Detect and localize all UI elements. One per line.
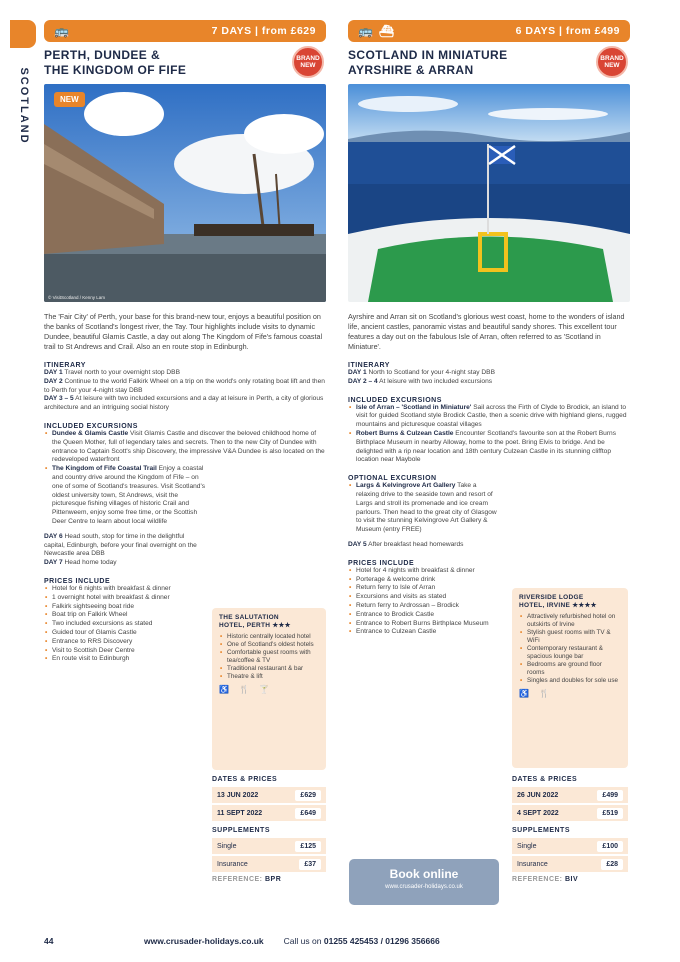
hotel-feature: • One of Scotland's oldest hotels <box>219 641 319 649</box>
price-include-item: • Two included excursions as stated <box>44 620 204 629</box>
brand-new-badge: BRAND NEW <box>292 46 324 78</box>
hotel-feature: • Stylish guest rooms with TV & WiFi <box>519 629 621 645</box>
price-include-item: • Hotel for 4 nights with breakfast & dinner <box>348 567 498 576</box>
price-include-item: • 1 overnight hotel with breakfast & dinner <box>44 594 204 603</box>
price-include-item: • Porterage & welcome drink <box>348 576 498 585</box>
price-include-item: • Guided tour of Glamis Castle <box>44 629 204 638</box>
date-row: 4 SEPT 2022 £519 <box>512 805 628 821</box>
coach-icon: 🚌 <box>358 24 373 38</box>
coach-icon: 🚌 <box>54 24 69 38</box>
price-include-item: • Entrance to Culzean Castle <box>348 628 498 637</box>
facility-icons: ♿ 🍴 🍸 <box>219 685 274 694</box>
price-include-item: • Hotel for 6 nights with breakfast & dinner <box>44 585 204 594</box>
itinerary-item: DAY 1 Travel north to your overnight stop DBB <box>44 369 180 376</box>
tour-duration: 6 DAYS | from £499 <box>515 25 620 37</box>
page-footer <box>44 936 644 946</box>
optional-heading: OPTIONAL EXCURSION <box>348 475 437 483</box>
brand-new-badge: BRAND NEW <box>596 46 628 78</box>
dates-heading: DATES & PRICES <box>212 776 278 783</box>
excursion-item: • The Kingdom of Fife Coastal Trail Enjoy a coastal and country drive around the Kingdom of Fife – on one of some of Scotland's treasures. Visit Scotland's oldest university town, St Andrews, visit the picturesque fishing villages of historic Crail and Pittenweem, enjoy some free time, or the Scottish Deer Centre to learn about local wildlife <box>44 465 209 527</box>
tour-photo <box>348 84 630 302</box>
supplement-row: Single £100 <box>512 838 628 854</box>
hotel-feature: • Contemporary restaurant & spacious lounge bar <box>519 645 621 661</box>
price-include-item: • Boat trip on Falkirk Wheel <box>44 611 204 620</box>
new-tag: NEW <box>54 92 85 107</box>
itinerary-heading: ITINERARY <box>44 362 86 369</box>
hotel-feature: • Comfortable guest rooms with tea/coffee & TV <box>219 649 319 665</box>
itinerary-item: DAY 1 North to Scotland for your 4-night stay DBB <box>348 369 495 376</box>
price-include-item: • Falkirk sightseeing boat ride <box>44 603 204 612</box>
tour-intro: The 'Fair City' of Perth, your base for this brand-new tour, enjoys a beautiful position on the banks of Scotland's longest river, the Tay. Tour highlights include visits to dynamic Dundee, beautiful Glamis Castle, a day out along The Kingdom of Fife's famous coastal trail to St Andrews and Crail. Also an en route stop in Edinburgh. <box>44 312 323 351</box>
tour-photo <box>44 84 326 302</box>
page-number: 44 <box>44 936 54 946</box>
dates-heading: DATES & PRICES <box>512 776 578 783</box>
price-include-item: • En route visit to Edinburgh <box>44 655 204 664</box>
itinerary-heading: ITINERARY <box>348 362 390 369</box>
prices-include-heading: PRICES INCLUDE <box>44 577 111 585</box>
tour-intro: Ayrshire and Arran sit on Scotland's glorious west coast, home to the wonders of island life, ancient castles, panoramic vistas and beautiful sandy shores. This excellent tour features a day out on the fabulous Isle of Arran, often referred to as 'Scotland in Miniature'. <box>348 312 625 351</box>
hotel-feature: • Singles and doubles for sole use <box>519 677 621 685</box>
itinerary-item: DAY 3 – 5 At leisure with two included excursions and a day at leisure in Perth, a city of glorious architecture and an intriguing social history <box>44 395 324 412</box>
date-row: 26 JUN 2022 £499 <box>512 787 628 803</box>
excursions-heading: INCLUDED EXCURSIONS <box>348 396 442 404</box>
itinerary-item: DAY 2 Continue to the world Falkirk Wheel on a trip on the world's only rotating boat lift and then to Perth for your 4-night stay DBB <box>44 377 325 394</box>
excursion-item: • Isle of Arran – 'Scotland in Miniature' Sail across the Firth of Clyde to Brodick, an island to visit for guided Scotland style Brodick Castle, then a scenic drive with highland glens, rugged mountains and picturesque coastal villages <box>348 404 630 430</box>
photo-credit: © VisitScotland / Kenny Lam <box>48 295 106 300</box>
price-include-item: • Entrance to RRS Discovery <box>44 638 204 647</box>
hotel-name: THE SALUTATION HOTEL, PERTH ★★★ <box>219 614 291 629</box>
hotel-box <box>212 608 326 770</box>
price-include-item: • Excursions and visits as stated <box>348 593 498 602</box>
phone-info: Call us on 01255 425453 / 01296 356666 <box>283 936 440 946</box>
supplement-row: Insurance £37 <box>212 856 326 872</box>
tour-perth <box>44 20 326 664</box>
optional-excursion: • Largs & Kelvingrove Art Gallery Take a relaxing drive to the seaside town and resort of Largs and stroll its promenade and ice cream parlours. Then head to the great city of Glasgow to visit the stunning Kelvingrove Art Gallery & Museum (entry FREE) <box>348 482 498 535</box>
itinerary-item: DAY 2 – 4 At leisure with two included excursions <box>348 377 493 385</box>
hotel-feature: • Historic centrally located hotel <box>219 633 319 641</box>
tour-title: SCOTLAND IN MINIATURE AYRSHIRE & ARRAN <box>348 48 508 77</box>
hotel-feature: • Theatre & lift <box>219 673 319 681</box>
reference-code: REFERENCE: BPR <box>212 876 282 883</box>
price-include-item: • Visit to Scottish Deer Centre <box>44 647 204 656</box>
dates-prices <box>512 776 628 883</box>
tour-banner <box>44 20 326 42</box>
hotel-name: RIVERSIDE LODGE HOTEL, IRVINE ★★★★ <box>519 594 597 609</box>
tour-duration: 7 DAYS | from £629 <box>211 25 316 37</box>
hotel-box <box>512 588 628 768</box>
tour-banner <box>348 20 630 42</box>
prices-include-heading: PRICES INCLUDE <box>348 559 415 567</box>
price-include-item: • Return ferry to Isle of Arran <box>348 584 498 593</box>
supplements-heading: SUPPLEMENTS <box>212 827 271 834</box>
supplement-row: Insurance £28 <box>512 856 628 872</box>
hotel-feature: • Attractively refurbished hotel on outskirts of Irvine <box>519 613 621 629</box>
website-link[interactable]: www.crusader-holidays.co.uk <box>144 936 264 946</box>
date-row: 11 SEPT 2022 £649 <box>212 805 326 821</box>
price-include-item: • Entrance to Brodick Castle <box>348 611 498 620</box>
section-tab <box>10 20 36 48</box>
itinerary-item: DAY 6 Head south, stop for time in the delightful capital, Edinburgh, before your final overnight on the Newcastle area DBB <box>44 532 197 558</box>
hotel-feature: • Bedrooms are ground floor rooms <box>519 661 621 677</box>
tour-title: PERTH, DUNDEE & THE KINGDOM OF FIFE <box>44 48 187 77</box>
ferry-icon: ⛴ <box>378 24 395 38</box>
facility-icons: ♿ 🍴 <box>519 689 554 698</box>
excursions-heading: INCLUDED EXCURSIONS <box>44 422 138 430</box>
itinerary-item: DAY 7 Head home today <box>44 559 117 567</box>
supplements-heading: SUPPLEMENTS <box>512 827 571 834</box>
dates-prices <box>212 776 326 883</box>
book-online-label: Book online <box>389 867 459 881</box>
supplement-row: Single £125 <box>212 838 326 854</box>
excursion-item: • Robert Burns & Culzean Castle Encounter Scotland's favourite son at the Robert Burns Birthplace Museum in nearby Alloway, home to the poet. Bring Elvis to bridge. And be delighted with a rip near location and 18th century Culzean Castle in its stunning clifftop location near Maybole <box>348 430 630 465</box>
book-online-button[interactable] <box>349 859 499 905</box>
section-label: SCOTLAND <box>18 67 30 145</box>
tour-ayrshire <box>348 20 630 637</box>
book-online-url[interactable]: www.crusader-holidays.co.uk <box>385 884 463 890</box>
price-include-item: • Return ferry to Ardrossan – Brodick <box>348 602 498 611</box>
price-include-item: • Entrance to Robert Burns Birthplace Museum <box>348 620 498 629</box>
excursion-item: • Dundee & Glamis Castle Visit Glamis Castle and discover the beloved childhood home of the Queen Mother, full of legendary tales and secrets. Then to the new City of Dundee with entrance to Captain Scott's ship Discovery, the impressive V&A Dundee is also located on the redeveloped waterfront <box>44 430 326 465</box>
hotel-feature: • Traditional restaurant & bar <box>219 665 319 673</box>
itinerary-item: DAY 5 After breakfast head homewards <box>348 540 464 548</box>
date-row: 13 JUN 2022 £629 <box>212 787 326 803</box>
reference-code: REFERENCE: BIV <box>512 876 579 883</box>
